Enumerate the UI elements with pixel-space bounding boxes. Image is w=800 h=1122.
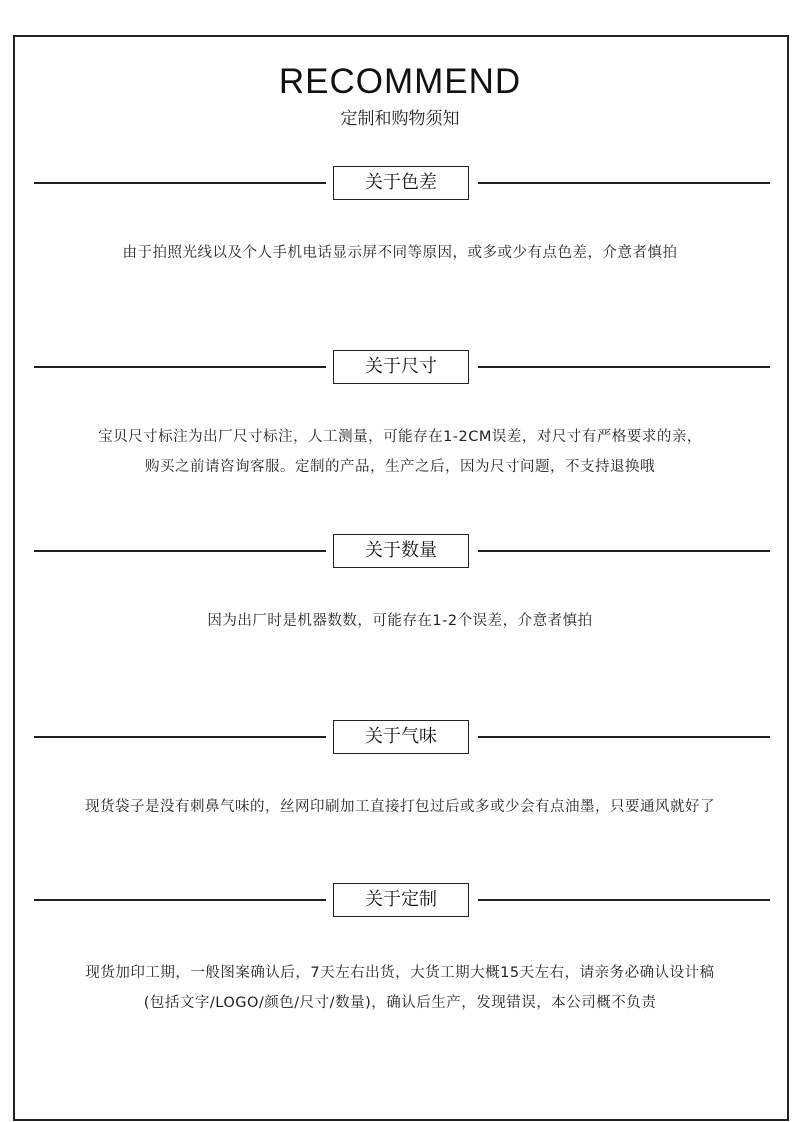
section-heading: 关于定制 <box>333 883 469 917</box>
section-header-quantity <box>0 534 800 568</box>
section-header-color <box>0 166 800 200</box>
section-text-line: 宝贝尺寸标注为出厂尺寸标注，人工测量，可能存在1-2CM误差，对尺寸有严格要求的亲， <box>98 429 702 445</box>
divider-line <box>478 550 770 552</box>
section-header-odor <box>0 720 800 754</box>
section-heading: 关于气味 <box>333 720 469 754</box>
page-title: RECOMMEND <box>278 62 522 101</box>
section-header-size <box>0 350 800 384</box>
section-text-line: 现货袋子是没有刺鼻气味的，丝网印刷加工直接打包过后或多或少会有点油墨，只要通风就好了 <box>85 799 715 815</box>
divider-line <box>478 366 770 368</box>
section-heading: 关于数量 <box>333 534 469 568</box>
section-text-line: 因为出厂时是机器数数，可能存在1-2个误差，介意者慎拍 <box>207 613 593 629</box>
divider-line <box>34 182 326 184</box>
section-text-line: 由于拍照光线以及个人手机电话显示屏不同等原因，或多或少有点色差，介意者慎拍 <box>122 245 678 261</box>
section-body-odor <box>30 792 770 822</box>
section-body-color <box>30 238 770 268</box>
section-text-line: 现货加印工期，一般图案确认后，7天左右出货，大货工期大概15天左右，请亲务必确认设计稿 <box>85 965 715 981</box>
divider-line <box>34 899 326 901</box>
section-heading: 关于尺寸 <box>333 350 469 384</box>
page-subtitle: 定制和购物须知 <box>340 109 460 129</box>
divider-line <box>478 899 770 901</box>
section-header-custom <box>0 883 800 917</box>
section-body-quantity <box>30 606 770 636</box>
section-heading: 关于色差 <box>333 166 469 200</box>
section-body-custom <box>30 958 770 1018</box>
section-text-line: 购买之前请咨询客服。定制的产品，生产之后，因为尺寸问题，不支持退换哦 <box>145 459 655 475</box>
divider-line <box>34 366 326 368</box>
divider-line <box>478 182 770 184</box>
section-text-line: (包括文字/LOGO/颜色/尺寸/数量)，确认后生产，发现错误，本公司概不负责 <box>143 995 657 1011</box>
divider-line <box>478 736 770 738</box>
divider-line <box>34 736 326 738</box>
divider-line <box>34 550 326 552</box>
section-body-size <box>30 422 770 482</box>
